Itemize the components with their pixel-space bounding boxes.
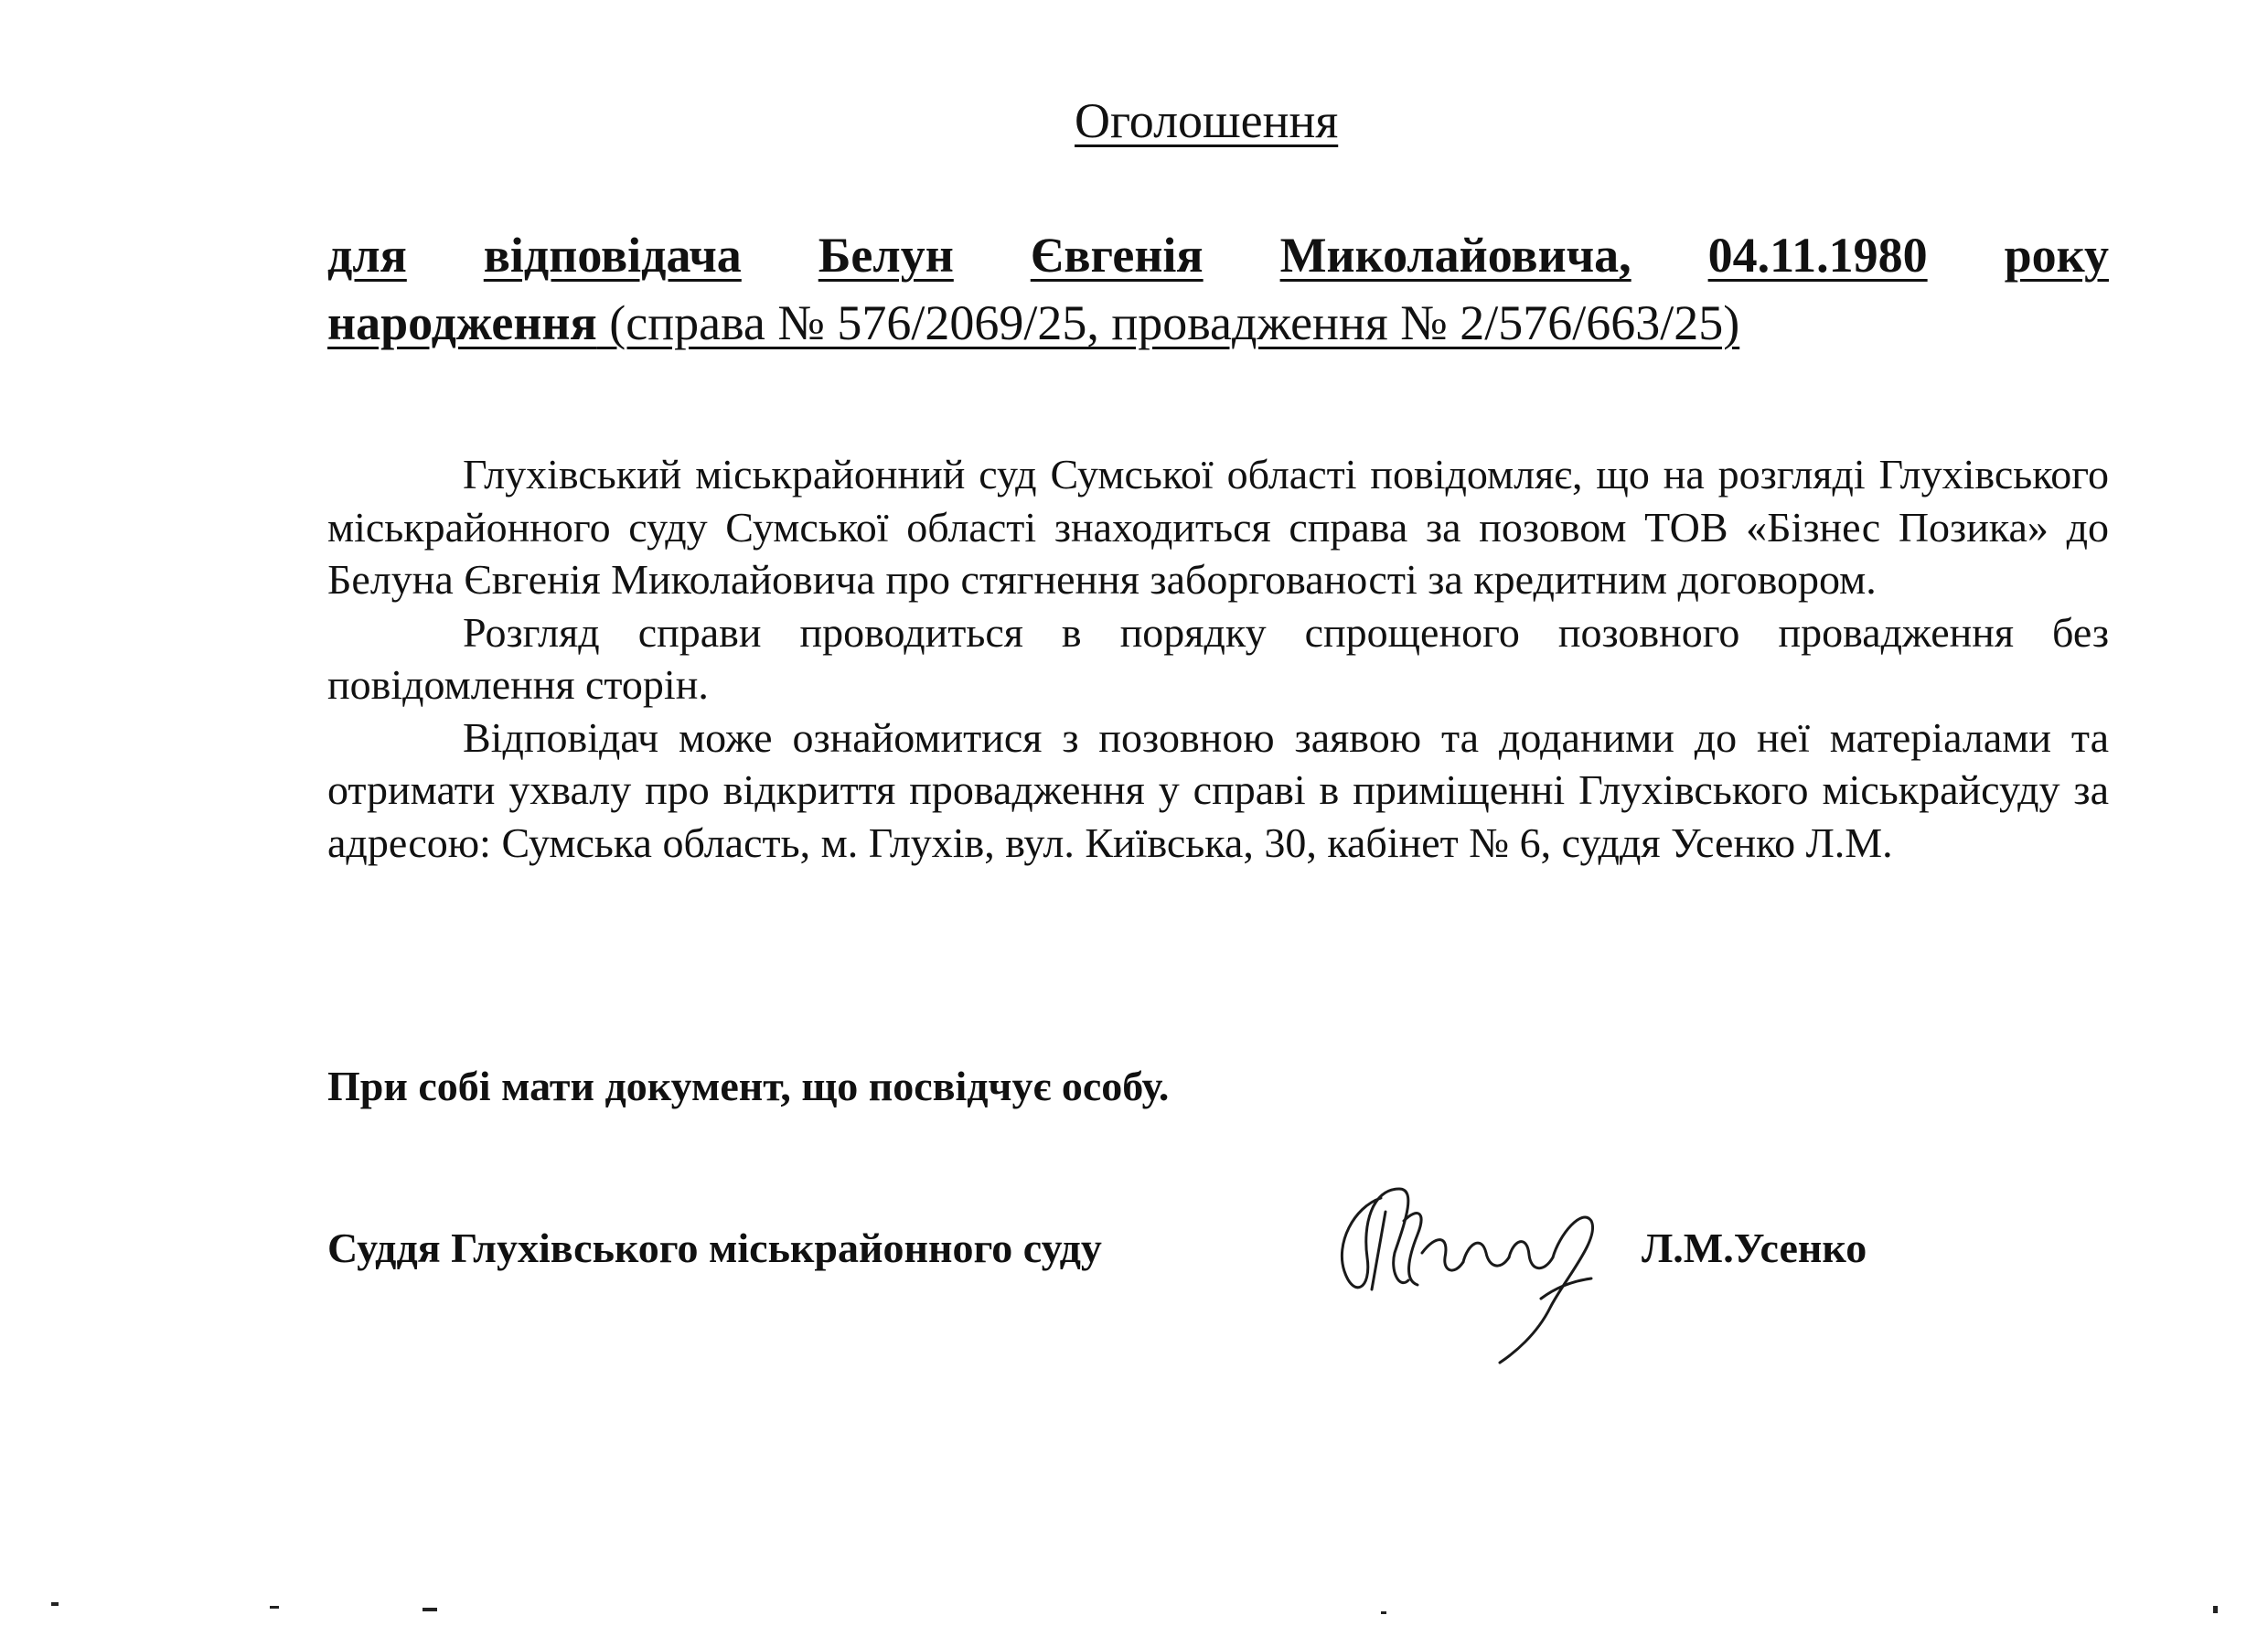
document-body <box>327 448 2109 869</box>
scan-speck <box>51 1602 59 1606</box>
heading-line-1 <box>327 221 2109 289</box>
heading-word: 04.11.1980 <box>1707 228 1928 283</box>
scan-speck <box>270 1606 279 1609</box>
heading-line-2 <box>327 289 2109 357</box>
paragraph-3: Відповідач може ознайомитися з позовною заявою та доданими до неї матеріалами та отримати ухвалу про відкриття провадження у справі в приміщенні Глухівського міськрайсуду за адресою: Сумська область, м. Глухів, вул. Київська, 30, кабінет № 6, суддя Усенко Л.М. <box>327 713 2109 866</box>
heading-word: Белун <box>818 228 954 283</box>
document-title: Оголошення <box>1075 93 1339 148</box>
scan-speck <box>2213 1606 2218 1613</box>
paragraph-2: Розгляд справи проводиться в порядку спрощеного позовного провадження без повідомлення сторін. <box>327 608 2109 708</box>
paragraph-1: Глухівський міськрайонний суд Сумської області повідомляє, що на розгляді Глухівського міськрайонного суду Сумської області знаходиться справа за позовом ТОВ «Бізнес Позика» до Белуна Євгенія Миколайовича про стягнення заборгованості за кредитним договором. <box>327 451 2109 603</box>
scan-speck <box>1381 1611 1386 1614</box>
scan-speck <box>423 1608 437 1611</box>
heading-word: Євгенія <box>1030 228 1204 283</box>
heading-word: відповідача <box>483 228 742 283</box>
heading-word: Миколайовича, <box>1279 228 1631 283</box>
heading-word: року <box>2004 228 2109 283</box>
judge-name: Л.М.Усенко <box>1642 1225 1867 1271</box>
id-document-note: При собі мати документ, що посвідчує особу. <box>327 1063 1170 1109</box>
heading-word: для <box>327 228 407 283</box>
heading-line2-bold: народження <box>327 295 597 350</box>
document-heading <box>327 221 2109 357</box>
handwritten-signature <box>1317 1171 1646 1372</box>
judge-position: Суддя Глухівського міськрайонного суду <box>327 1225 1102 1271</box>
case-reference: (справа № 576/2069/25, провадження № 2/576/663/25) <box>596 295 1740 350</box>
